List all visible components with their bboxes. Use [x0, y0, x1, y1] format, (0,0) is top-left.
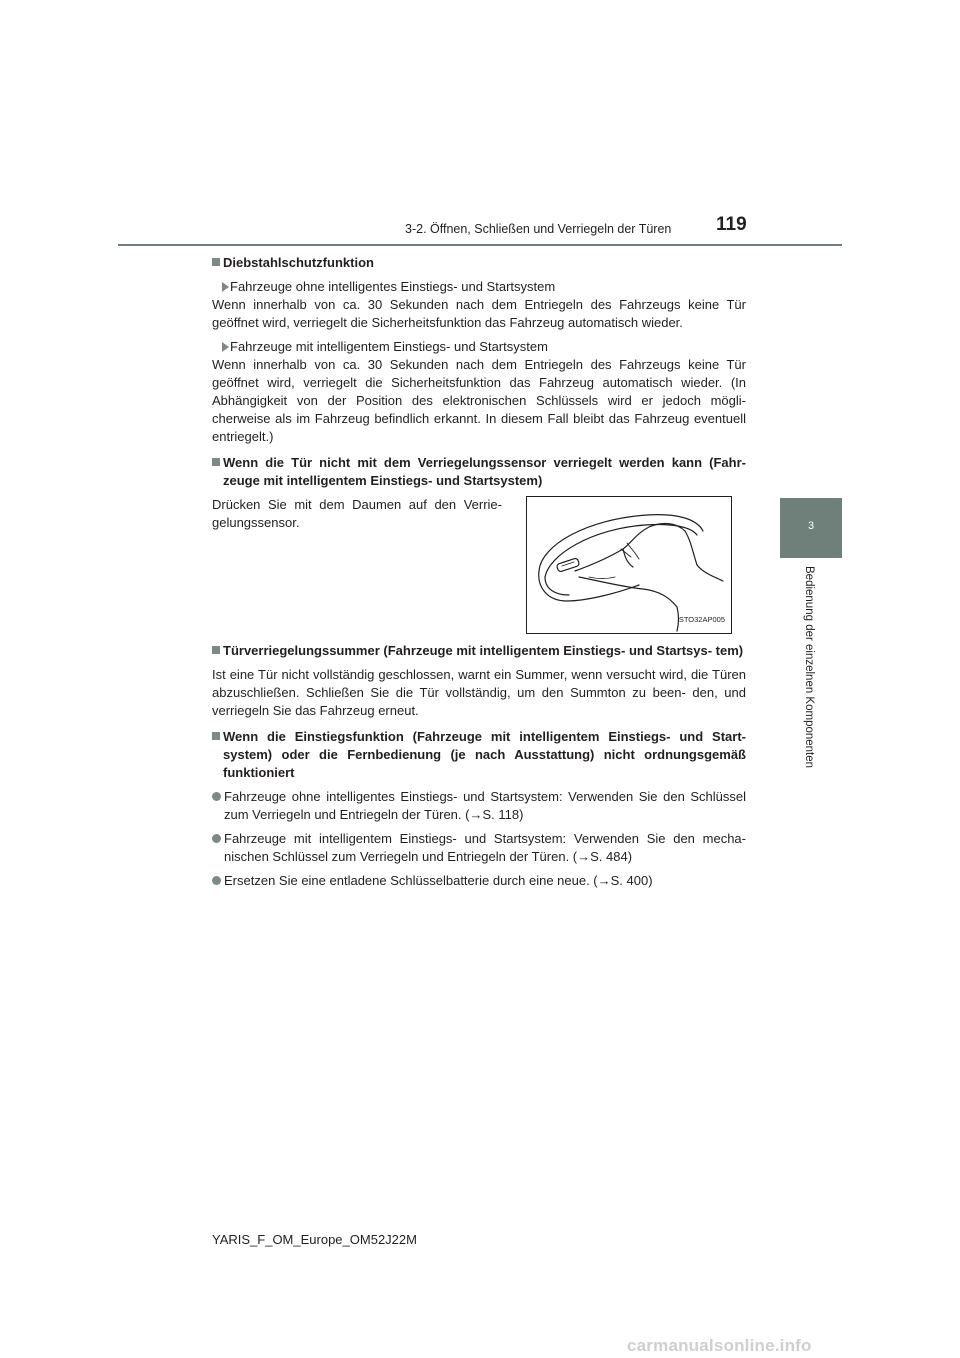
header-rule: [118, 244, 842, 246]
footer-doc-id: YARIS_F_OM_Europe_OM52J22M: [212, 1232, 417, 1247]
square-bullet-icon: [212, 458, 220, 466]
section-lock-sensor: [212, 454, 746, 642]
list-item-text: Fahrzeuge mit intelligentem Einstiegs- und Startsystem: Verwenden Sie den mecha- nischen Schlüssel zum Verriegeln und Entriegeln der Türen. (→S. 484): [224, 831, 746, 864]
header-section-title: 3-2. Öffnen, Schließen und Verriegeln der Türen: [405, 222, 672, 236]
figure-row: [212, 496, 746, 642]
page-number: 119: [716, 214, 747, 235]
chapter-number: 3: [807, 520, 815, 532]
section-title-text: Wenn die Einstiegsfunktion (Fahrzeuge mit intelligentem Einstiegs- und Start- system) oder die Fernbedienung (je nach Ausstattung) nicht ordnungsgemäß funktioniert: [223, 729, 746, 780]
section-title-text: Türverriegelungssummer (Fahrzeuge mit intelligentem Einstiegs- und Startsys- tem): [223, 643, 744, 658]
watermark-link[interactable]: carmanualsonline.info: [627, 1336, 812, 1355]
list-item-text: Ersetzen Sie eine entladene Schlüsselbatterie durch eine neue. (→S. 400): [224, 873, 653, 888]
round-bullet-icon: [212, 792, 221, 801]
subheading: [212, 278, 746, 296]
subheading-text: Fahrzeuge ohne intelligentes Einstiegs- und Startsystem: [230, 279, 556, 294]
paragraph: Wenn innerhalb von ca. 30 Sekunden nach dem Entriegeln des Fahrzeugs keine Tür geöffnet wird, verriegelt die Sicherheitsfunktion das Fahrzeug automatisch wieder.: [212, 297, 746, 330]
chapter-tab: [780, 498, 842, 558]
paragraph: Drücken Sie mit dem Daumen auf den Verrie- gelungssensor.: [212, 497, 502, 530]
section-anti-theft: [212, 254, 746, 446]
round-bullet-icon: [212, 876, 221, 885]
section-title-text: Wenn die Tür nicht mit dem Verriegelungssensor verriegelt werden kann (Fahr- zeuge mit intelligentem Einstiegs- und Startsystem): [223, 455, 746, 488]
round-bullet-icon: [212, 834, 221, 843]
section-lock-buzzer: [212, 642, 746, 720]
page-content: [212, 254, 746, 890]
list-item: [212, 872, 746, 890]
triangle-marker-icon: [222, 282, 229, 292]
section-title: [212, 728, 746, 782]
list-item: [212, 830, 746, 866]
square-bullet-icon: [212, 732, 220, 740]
section-title: [212, 254, 746, 272]
list-item: [212, 788, 746, 824]
subheading-text: Fahrzeuge mit intelligentem Einstiegs- und Startsystem: [230, 339, 548, 354]
paragraph: Wenn innerhalb von ca. 30 Sekunden nach dem Entriegeln des Fahrzeugs keine Tür geöffnet wird, verriegelt die Sicherheitsfunktion das Fahrzeug automatisch wieder. (In Abhängigkeit von der Position des elektronischen Schlüssels wird er jedoch mögli- cherweise als im Fahrzeug befindlich erkannt. In diesem Fall bleibt das Fahrzeug eventuell entriegelt.): [212, 357, 746, 444]
section-title: [212, 454, 746, 490]
paragraph: Ist eine Tür nicht vollständig geschlossen, warnt ein Summer, wenn versucht wird, die Türen abzuschließen. Schließen Sie die Tür vollständig, um den Summton zu been- den, und verriegeln Sie das Fahrzeug erneut.: [212, 667, 746, 718]
figure-code: STO32AP005: [678, 615, 725, 624]
chapter-label: Bedienung der einzelnen Komponenten: [803, 566, 815, 769]
section-title: [212, 642, 746, 660]
triangle-marker-icon: [222, 342, 229, 352]
square-bullet-icon: [212, 258, 220, 266]
section-title-text: Diebstahlschutzfunktion: [223, 255, 374, 270]
subheading: [212, 338, 746, 356]
section-malfunction: [212, 728, 746, 890]
door-handle-illustration: [526, 496, 732, 634]
list-item-text: Fahrzeuge ohne intelligentes Einstiegs- und Startsystem: Verwenden Sie den Schlüssel zum Verriegeln und Entriegeln der Türen. (→S. 118): [224, 789, 746, 822]
square-bullet-icon: [212, 646, 220, 654]
